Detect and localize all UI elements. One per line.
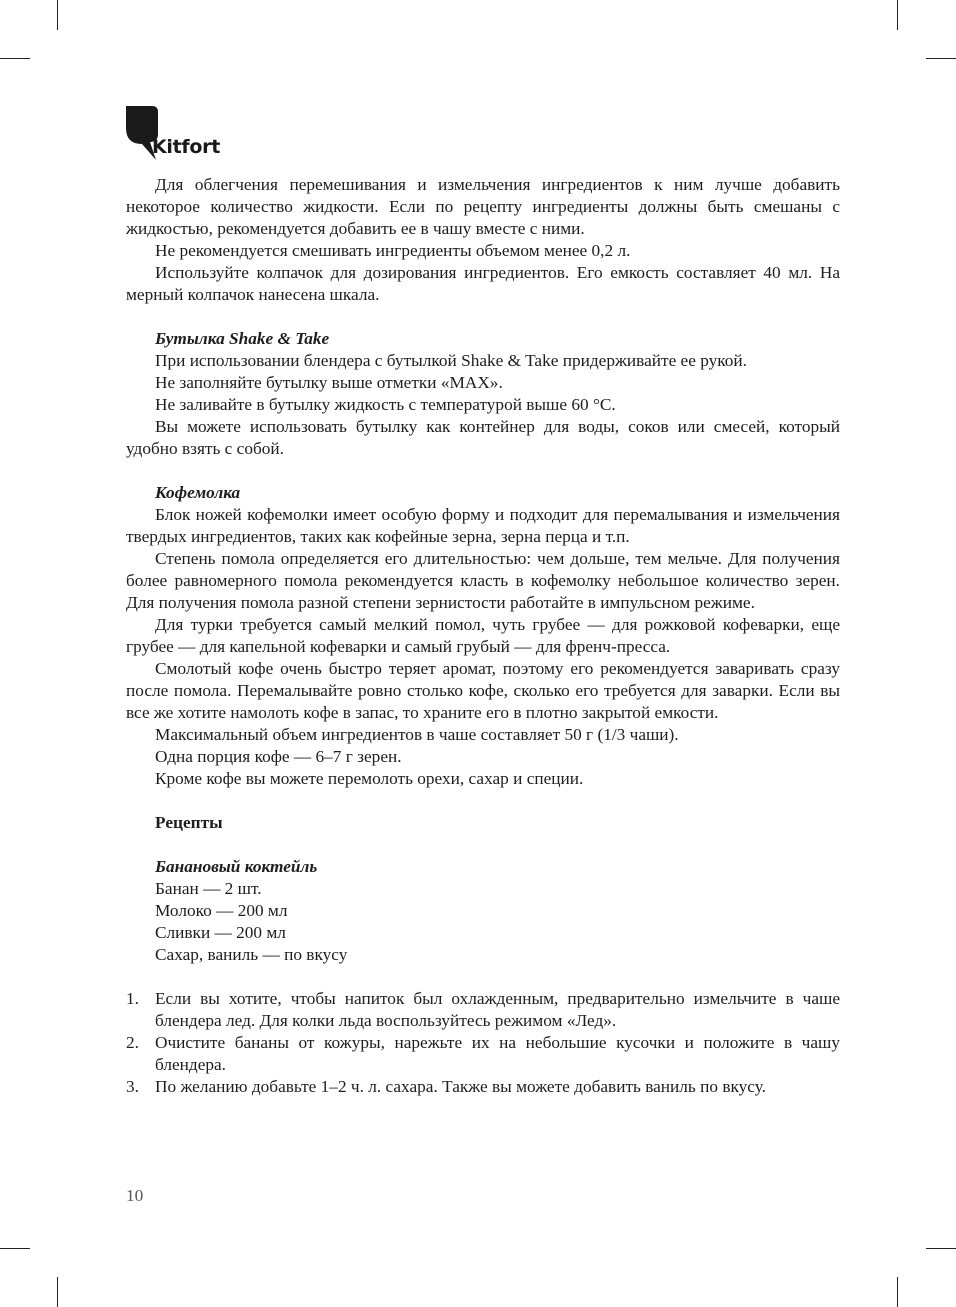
crop-mark-top-right-v xyxy=(897,0,898,30)
paragraph: Максимальный объем ингредиентов в чаше составляет 50 г (1/3 чаши). xyxy=(155,725,679,744)
paragraph: Не заполняйте бутылку выше отметки «MAX». xyxy=(155,373,503,392)
paragraph: При использовании блендера с бутылкой Shake & Take придерживайте ее рукой. xyxy=(155,351,747,370)
step-number: 3. xyxy=(126,1077,139,1096)
section-heading-grinder: Кофемолка xyxy=(155,483,241,502)
crop-mark-bottom-left-v xyxy=(57,1277,58,1307)
recipe-steps xyxy=(126,988,840,1098)
ingredient-item: Банан — 2 шт. xyxy=(155,879,262,898)
page-content xyxy=(126,174,840,1098)
ingredient-item: Сахар, ваниль — по вкусу xyxy=(155,945,348,964)
paragraph: Блок ножей кофемолки имеет особую форму и подходит для перемалывания и измельчения твердых ингредиентов, таких как кофейные зерна, зерна перца и т.п. xyxy=(126,505,840,546)
step-number: 2. xyxy=(126,1033,139,1052)
brand-name: Kitfort xyxy=(152,136,220,158)
crop-mark-top-right-h xyxy=(926,58,956,59)
ingredient-item: Молоко — 200 мл xyxy=(155,901,288,920)
crop-mark-bottom-left-h xyxy=(0,1248,30,1249)
crop-mark-bottom-right-v xyxy=(897,1277,898,1307)
step-text: Очистите бананы от кожуры, нарежьте их на небольшие кусочки и положите в чашу блендера. xyxy=(155,1033,840,1074)
recipe-step xyxy=(126,988,840,1032)
section-heading-recipes: Рецепты xyxy=(155,813,223,832)
paragraph: Не заливайте в бутылку жидкость с температурой выше 60 °C. xyxy=(155,395,616,414)
step-text: По желанию добавьте 1–2 ч. л. сахара. Также вы можете добавить ваниль по вкусу. xyxy=(155,1077,766,1096)
paragraph: Кроме кофе вы можете перемолоть орехи, сахар и специи. xyxy=(155,769,584,788)
recipe-title: Банановый коктейль xyxy=(155,857,318,876)
crop-mark-top-left-v xyxy=(57,0,58,30)
paragraph: Для облегчения перемешивания и измельчения ингредиентов к ним лучше добавить некоторое количество жидкости. Если по рецепту ингредиенты должны быть смешаны с жидкостью, рекомендуется добавить ее в чашу вместе с ними. xyxy=(126,175,840,238)
paragraph: Смолотый кофе очень быстро теряет аромат, поэтому его рекомендуется заваривать сразу после помола. Перемалывайте ровно столько кофе, сколько его требуется для заварки. Если вы все же хотите намолоть кофе в запас, то храните его в плотно закрытой емкости. xyxy=(126,659,840,722)
ingredient-item: Сливки — 200 мл xyxy=(155,923,286,942)
paragraph: Для турки требуется самый мелкий помол, чуть грубее — для рожковой кофеварки, еще грубее — для капельной кофеварки и самый грубый — для френч-пресса. xyxy=(126,615,840,656)
paragraph: Степень помола определяется его длительностью: чем дольше, тем мельче. Для получения более равномерного помола рекомендуется класть в кофемолку небольшое количество зерен. Для получения помола разной степени зернистости работайте в импульсном режиме. xyxy=(126,549,840,612)
page-number: 10 xyxy=(126,1186,144,1205)
paragraph: Используйте колпачок для дозирования ингредиентов. Его емкость составляет 40 мл. На мерный колпачок нанесена шкала. xyxy=(126,263,840,304)
paragraph: Одна порция кофе — 6–7 г зерен. xyxy=(155,747,402,766)
paragraph: Не рекомендуется смешивать ингредиенты объемом менее 0,2 л. xyxy=(155,241,631,260)
crop-mark-top-left-h xyxy=(0,58,30,59)
section-heading-bottle: Бутылка Shake & Take xyxy=(155,329,330,348)
recipe-step xyxy=(126,1076,840,1098)
paragraph: Вы можете использовать бутылку как контейнер для воды, соков или смесей, который удобно взять с собой. xyxy=(126,417,840,458)
step-number: 1. xyxy=(126,989,139,1008)
step-text: Если вы хотите, чтобы напиток был охлажденным, предварительно измельчите в чаше блендера лед. Для колки льда воспользуйтесь режимом «Лед». xyxy=(155,989,840,1030)
recipe-step xyxy=(126,1032,840,1076)
crop-mark-bottom-right-h xyxy=(926,1248,956,1249)
ingredients-list xyxy=(126,878,840,966)
